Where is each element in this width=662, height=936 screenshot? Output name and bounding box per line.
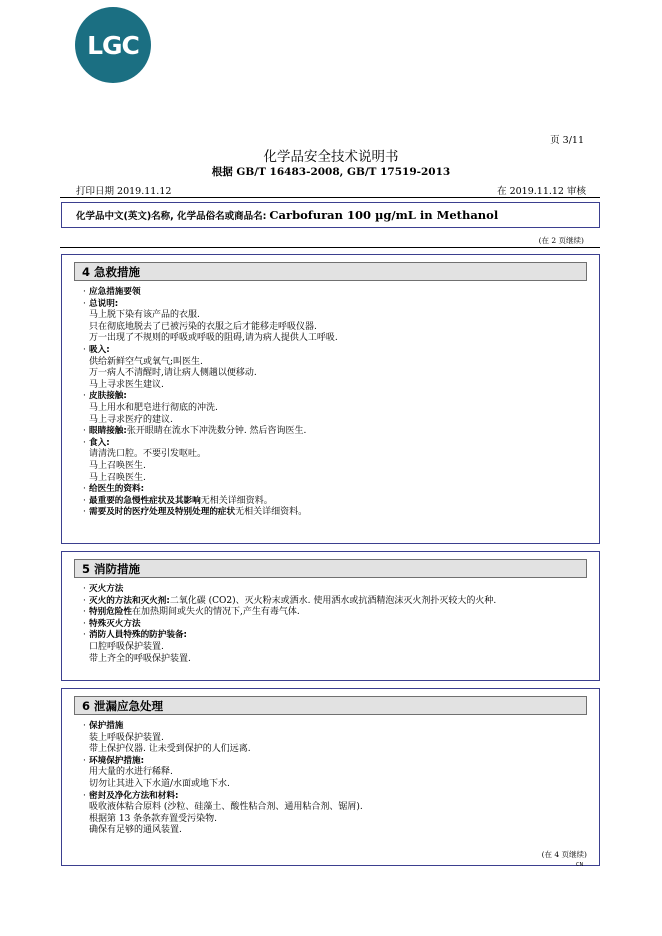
document-title: 化学品安全技术说明书	[263, 149, 399, 165]
section-accidental-release	[61, 688, 600, 866]
sub-heading-label: 环境保护措施:	[89, 755, 144, 766]
sub-heading	[83, 299, 599, 311]
sub-heading-label: 密封及净化方法和材料:	[89, 790, 179, 801]
document-subtitle: 根据 GB/T 16483-2008, GB/T 17519-2013	[211, 166, 451, 178]
bullet-icon: ·	[83, 426, 86, 437]
sub-heading	[83, 484, 599, 496]
section-body	[83, 721, 599, 837]
body-text: 马上召唤医生.	[89, 472, 146, 483]
sub-heading-label: 需要及时的医疗处理及特别处理的症状	[89, 507, 236, 518]
sub-heading-label: 保护措施	[89, 721, 124, 731]
sub-heading-label: 特别危险性	[89, 607, 132, 618]
sub-heading	[83, 426, 599, 438]
bullet-icon: ·	[83, 755, 86, 766]
sub-heading	[83, 287, 599, 299]
section-fire-fighting	[61, 551, 600, 681]
bullet-icon: ·	[83, 298, 86, 309]
bullet-icon: ·	[83, 495, 86, 506]
header-divider	[60, 197, 600, 198]
sub-heading-label: 食入:	[89, 437, 110, 448]
bullet-icon: ·	[83, 721, 86, 731]
bullet-icon: ·	[83, 595, 86, 606]
body-text: 只在彻底地脱去了已被污染的衣服之后才能移走呼吸仪器.	[89, 321, 317, 332]
section-title: 6 泄漏应急处理	[74, 696, 587, 715]
body-text: 请清洗口腔。不要引发呕吐。	[89, 449, 207, 460]
sub-heading	[83, 607, 599, 619]
bullet-icon: ·	[83, 607, 86, 618]
print-date: 打印日期 2019.11.12	[76, 186, 172, 197]
sub-heading-label: 特殊灭火方法	[89, 618, 141, 629]
bullet-icon: ·	[83, 484, 86, 495]
page-number: 页 3/11	[550, 135, 584, 146]
section-title: 5 消防措施	[74, 559, 587, 578]
product-name: Carbofuran 100 µg/mL in Methanol	[269, 208, 499, 222]
body-text: 马上寻求医生建议.	[89, 379, 164, 390]
body-text: 带上保护仪器. 让未受到保护的人们远离.	[89, 744, 251, 755]
sub-heading-label: 皮肤接触:	[89, 391, 127, 402]
sub-heading	[83, 507, 599, 519]
body-text: 万一病人不清醒时,请让病人侧趟以便移动.	[89, 368, 257, 379]
body-text: 马上脱下染有该产品的衣服.	[89, 310, 200, 321]
sub-heading-text: 张开眼睛在流水下冲洗数分钟. 然后咨询医生.	[126, 426, 307, 437]
sub-heading	[83, 721, 599, 733]
bullet-icon: ·	[83, 630, 86, 641]
bullet-icon: ·	[83, 287, 86, 297]
body-text: 马上寻求医疗的建议.	[89, 414, 173, 425]
sub-heading	[83, 438, 599, 450]
body-text: 万一出现了不规则的呼吸或呼吸的阻碍,请为病人提供人工呼吸.	[89, 333, 338, 344]
body-text: 用大量的水进行稀释.	[89, 767, 173, 778]
sub-heading-label: 灭火方法	[89, 584, 124, 594]
bullet-icon: ·	[83, 437, 86, 448]
sub-heading-text: 无相关详细资料。	[235, 507, 308, 518]
bullet-icon: ·	[83, 391, 86, 402]
section-body	[83, 584, 599, 665]
sub-heading-text: 无相关详细资料。	[200, 495, 273, 506]
product-identification-box	[61, 202, 600, 228]
product-label: 化学品中文(英文)名称, 化学品俗名或商品名:	[76, 211, 267, 222]
bullet-icon: ·	[83, 618, 86, 629]
sub-heading-label: 应急措施要领	[89, 287, 141, 297]
body-text: 带上齐全的呼吸保护装置.	[89, 653, 191, 664]
sub-heading-text: 二氧化碳 (CO2)、灭火粉末或洒水. 使用洒水或抗酒精泡沫灭火剂扑灭较大的火种.	[169, 595, 497, 606]
body-text: 口腔呼吸保护装置.	[89, 641, 164, 652]
sub-heading-label: 眼睛接触:	[89, 426, 127, 437]
sub-heading-label: 吸入:	[89, 344, 110, 355]
body-text: 根据第 13 条条款弃置受污染物.	[89, 813, 218, 824]
section-divider	[60, 247, 600, 248]
sub-heading	[83, 756, 599, 768]
sub-heading-label: 最重要的急慢性症状及其影响	[89, 495, 201, 506]
body-text: 马上用水和肥皂进行彻底的冲洗.	[89, 402, 218, 413]
sub-heading	[83, 584, 599, 596]
lgc-logo: LGC	[75, 7, 151, 83]
body-text: 供给新鲜空气或氧气;叫医生.	[89, 356, 203, 367]
body-text: 装上呼吸保护装置.	[89, 732, 164, 743]
bullet-icon: ·	[83, 344, 86, 355]
sub-heading	[83, 596, 599, 608]
section-first-aid	[61, 254, 600, 544]
continued-from-note: (在 2 页继续)	[538, 236, 584, 245]
sub-heading	[83, 496, 599, 508]
review-date: 在 2019.11.12 审核	[497, 186, 586, 197]
bullet-icon: ·	[83, 507, 86, 518]
sub-heading-text: 在加热期间或失火的情况下,产生有毒气体.	[131, 607, 300, 618]
body-text: 吸收液体粘合原料 (沙粒、硅藻土、酸性粘合剂、通用粘合剂、锯屑).	[89, 802, 363, 813]
sub-heading-label: 灭火的方法和灭火剂:	[89, 595, 170, 606]
body-text: 马上召唤医生.	[89, 460, 146, 471]
bullet-icon: ·	[83, 584, 86, 594]
sub-heading	[83, 391, 599, 403]
bullet-icon: ·	[83, 790, 86, 801]
sub-heading	[83, 619, 599, 631]
sub-heading-label: 给医生的资料:	[89, 484, 144, 495]
section-title: 4 急救措施	[74, 262, 587, 281]
sub-heading-label: 消防人員特殊的防护装备:	[89, 630, 187, 641]
sub-heading	[83, 791, 599, 803]
continued-to-note: (在 4 页继续)	[541, 850, 587, 859]
sub-heading-label: 总说明:	[89, 298, 119, 309]
body-text: 确保有足够的通风装置.	[89, 825, 182, 836]
body-text: 切勿让其进入下水道/水面或地下水.	[89, 778, 230, 789]
section-body	[83, 287, 599, 519]
sub-heading	[83, 345, 599, 357]
locale-mark: CN	[576, 862, 584, 868]
sub-heading	[83, 630, 599, 642]
